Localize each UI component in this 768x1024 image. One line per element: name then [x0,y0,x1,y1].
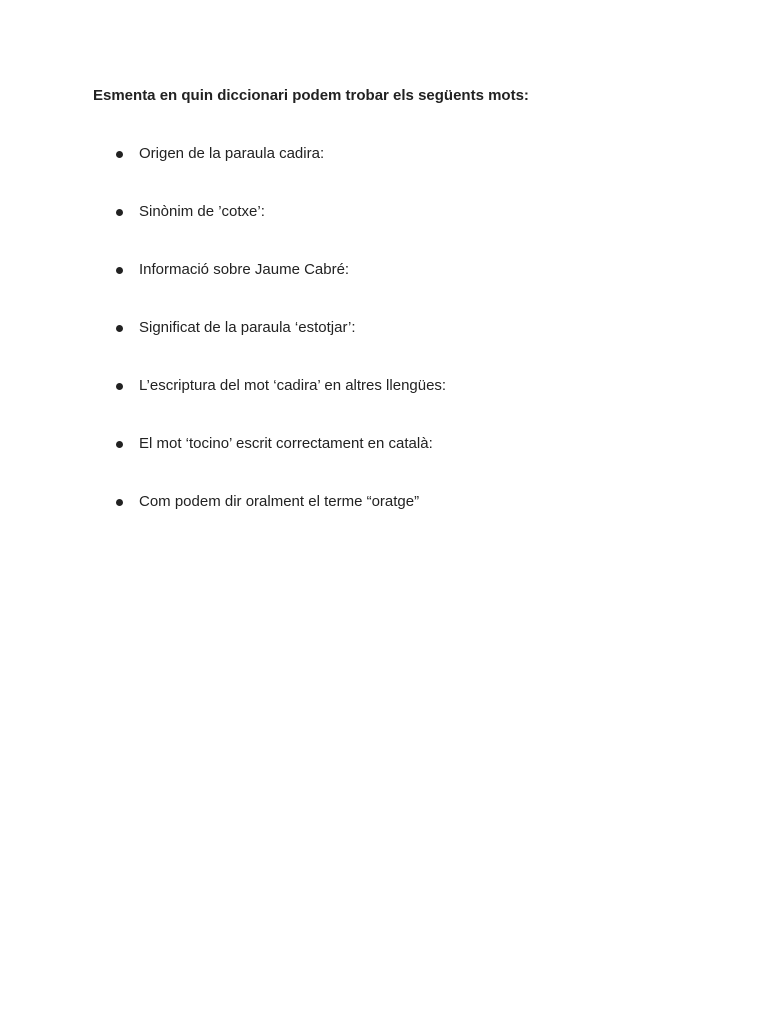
list-item-text: Sinònim de ’cotxe’: [139,203,265,220]
list-item-text: Informació sobre Jaume Cabré: [139,261,350,278]
bullet-icon [116,441,123,448]
bullet-icon [116,209,123,216]
bullet-icon [116,325,123,332]
bullet-icon [116,267,123,274]
page-title: Esmenta en quin diccionari podem trobar els següents mots: [93,87,529,104]
bullet-icon [116,499,123,506]
bullet-icon [116,383,123,390]
list-item-text: Significat de la paraula ‘estotjar’: [139,319,356,336]
list-item-text: El mot ‘tocino’ escrit correctament en català: [139,435,433,452]
list-item-text: Com podem dir oralment el terme “oratge” [139,493,420,510]
list-item-text: Origen de la paraula cadira: [139,145,325,162]
list-item-text: L’escriptura del mot ‘cadira’ en altres llengües: [139,377,447,394]
bullet-icon [116,151,123,158]
